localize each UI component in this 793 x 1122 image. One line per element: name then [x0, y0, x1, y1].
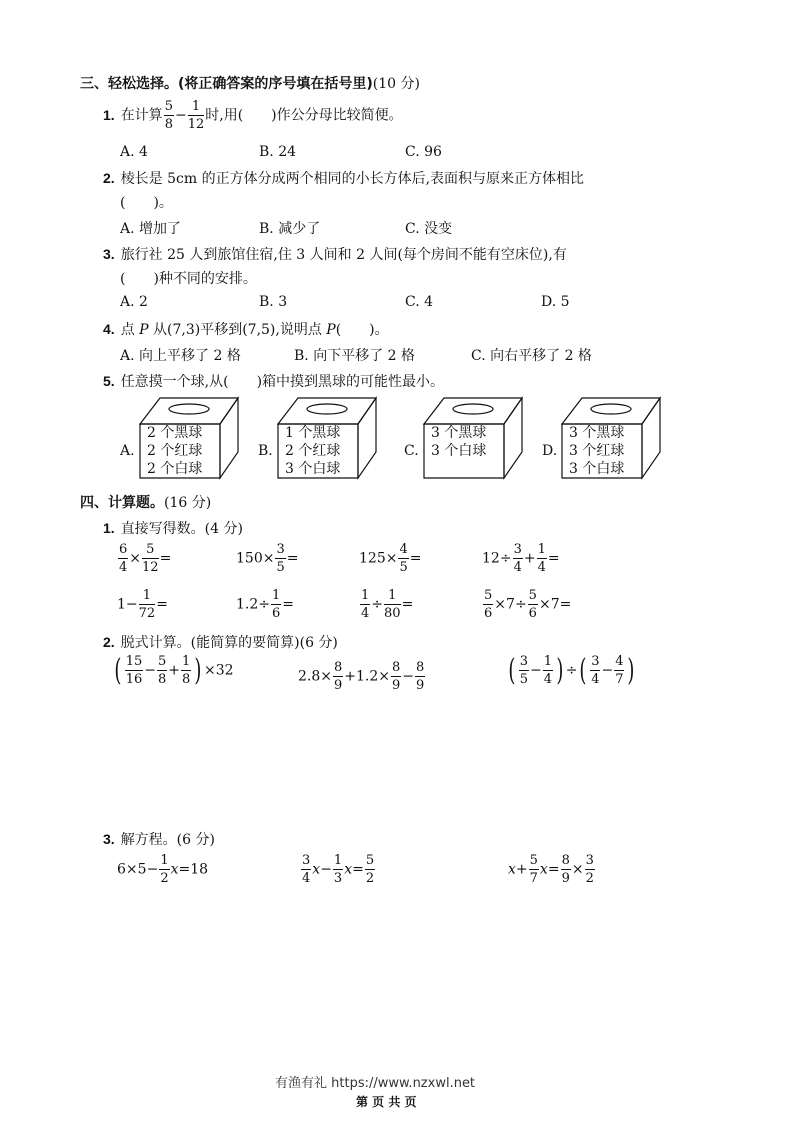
op: ×	[494, 596, 507, 613]
box-contents	[285, 424, 340, 478]
box-line: 2 个白球	[147, 461, 203, 477]
op: ×	[571, 861, 584, 878]
fraction	[271, 589, 281, 620]
question-number: 2.	[103, 634, 115, 650]
part-1-text: 直接写得数。(4 分)	[120, 521, 243, 537]
numerator: 4	[615, 654, 624, 669]
numerator: 1	[537, 542, 546, 557]
op: ÷	[371, 596, 384, 613]
question-3	[103, 244, 567, 264]
calc-4	[482, 543, 560, 574]
numerator: 1	[384, 589, 401, 605]
numerator: 5	[528, 588, 537, 603]
fraction	[301, 854, 311, 885]
equation-1	[117, 854, 208, 885]
q4-text: 点	[120, 322, 140, 338]
denominator: 8	[158, 672, 167, 687]
numerator: 1	[361, 588, 370, 603]
numerator: 3	[519, 654, 528, 669]
op: =	[178, 861, 191, 878]
q1-option-c[interactable]: C. 96	[405, 144, 442, 160]
op: =	[352, 861, 364, 878]
q2-option-c[interactable]: C. 没变	[405, 221, 453, 237]
expr-2	[298, 661, 426, 692]
denominator: 9	[416, 678, 425, 693]
question-1	[103, 100, 403, 131]
part-2-text: 脱式计算。(能简算的要简算)(6 分)	[120, 635, 338, 651]
calc-7	[359, 589, 413, 620]
box-contents	[569, 424, 624, 478]
q3-option-b[interactable]: B. 3	[259, 294, 288, 310]
question-5	[103, 371, 444, 391]
op: +	[168, 662, 181, 679]
question-number: 4.	[103, 321, 115, 337]
section-3-score: (10 分)	[372, 76, 420, 92]
box-contents	[431, 424, 486, 460]
numerator: 5	[142, 543, 159, 559]
op: ×	[320, 668, 332, 685]
denominator: 3	[333, 871, 343, 886]
variable-x: x	[508, 861, 516, 878]
fraction	[125, 655, 144, 686]
point-p: P	[326, 322, 336, 338]
q2-option-b[interactable]: B. 减少了	[259, 221, 321, 237]
op: −	[125, 596, 138, 613]
box-line: 3 个白球	[569, 461, 625, 477]
numerator: 5	[365, 853, 375, 868]
watermark: 有渔有礼 https://www.nzxwl.net	[275, 1076, 476, 1091]
numerator: 8	[416, 660, 425, 675]
variable-x: x	[312, 861, 321, 878]
denominator: 12	[187, 117, 205, 132]
denominator: 9	[392, 678, 401, 693]
op: −	[146, 861, 159, 878]
expr-1	[112, 652, 234, 688]
fraction	[139, 589, 156, 620]
fraction	[188, 100, 205, 131]
section-4-score: (16 分)	[164, 495, 212, 511]
section-3-title	[80, 73, 420, 93]
fraction	[528, 589, 538, 620]
box-line: 2 个红球	[147, 443, 203, 459]
op: ×	[378, 668, 391, 685]
denominator: 5	[399, 560, 408, 575]
question-number: 1.	[103, 106, 115, 123]
denominator: 4	[513, 560, 522, 575]
fraction	[614, 655, 624, 686]
denominator: 4	[119, 560, 128, 575]
box-label: D.	[542, 443, 558, 459]
op: ÷	[514, 596, 527, 613]
denominator: 4	[543, 672, 553, 687]
q2-option-a[interactable]: A. 增加了	[120, 221, 182, 237]
fraction	[519, 655, 529, 686]
num: 1.2	[236, 596, 259, 613]
denominator: 72	[138, 606, 156, 621]
numerator: 8	[334, 660, 343, 675]
box-line: 3 个白球	[285, 461, 341, 477]
calc-2	[236, 543, 298, 574]
box-label: C.	[404, 443, 419, 459]
right-paren: )	[194, 652, 202, 688]
q1-option-b[interactable]: B. 24	[259, 144, 297, 160]
q3-line1: 旅行社 25 人到旅馆住宿,住 3 人间和 2 人间(每个房间不能有空床位),有	[120, 247, 567, 263]
q2-line1: 棱长是 5cm 的正方体分成两个相同的小长方体后,表面积与原来正方体相比	[120, 171, 585, 187]
op: ×	[385, 550, 398, 567]
num: 12	[482, 550, 500, 567]
fraction	[585, 854, 595, 885]
box-line: 2 个黑球	[147, 425, 203, 441]
minus-sign: −	[174, 107, 187, 124]
fraction	[398, 543, 408, 574]
denominator: 4	[537, 560, 546, 575]
denominator: 9	[561, 871, 570, 886]
fraction	[157, 655, 167, 686]
op: ÷	[258, 596, 270, 613]
calc-1	[117, 543, 171, 574]
calc-3	[359, 543, 421, 574]
section-4-heading: 四、计算题。	[80, 495, 164, 511]
equation-3	[508, 854, 596, 885]
numerator: 4	[399, 542, 408, 557]
op: −	[402, 668, 415, 685]
denominator: 7	[529, 871, 538, 886]
numerator: 15	[125, 654, 143, 669]
part-3-text: 解方程。(6 分)	[120, 832, 215, 848]
part-3-heading	[103, 829, 215, 849]
q2-line2: ( )。	[120, 195, 173, 211]
denominator: 4	[361, 606, 370, 621]
op: =	[156, 596, 168, 613]
num: 125	[359, 550, 386, 567]
left-paren: (	[579, 652, 587, 688]
denominator: 7	[615, 672, 624, 687]
point-p: P	[139, 322, 149, 338]
right-paren: )	[627, 652, 635, 688]
question-2	[103, 168, 584, 188]
op: ×	[538, 596, 551, 613]
fraction	[181, 655, 191, 686]
numerator: 1	[333, 853, 343, 868]
q3-option-c[interactable]: C. 4	[405, 294, 434, 310]
op: ×	[129, 550, 142, 567]
q4-text: ( )。	[335, 322, 389, 338]
op: +	[523, 550, 536, 567]
section-3-heading: 三、轻松选择。(将正确答案的序号填在括号里)	[80, 76, 373, 92]
right-paren: )	[556, 652, 564, 688]
op: ×	[125, 861, 138, 878]
box-line: 3 个黑球	[431, 425, 487, 441]
question-number: 5.	[103, 373, 115, 389]
numerator: 5	[484, 588, 493, 603]
denominator: 6	[484, 606, 493, 621]
q3-option-a[interactable]: A. 2	[120, 294, 148, 310]
op: ×	[204, 662, 216, 679]
box-option-d[interactable]	[542, 394, 672, 484]
op: +	[515, 861, 528, 878]
denominator: 12	[142, 560, 159, 575]
denominator: 4	[302, 871, 311, 886]
num: 5	[137, 861, 147, 878]
variable-x: x	[344, 861, 353, 878]
variable-x: x	[170, 861, 179, 878]
box-option-a[interactable]	[120, 394, 250, 484]
numerator: 5	[158, 654, 167, 669]
op: =	[159, 550, 172, 567]
denominator: 5	[276, 560, 285, 575]
q4-option-a[interactable]: A. 向上平移了 2 格	[120, 348, 241, 364]
denominator: 5	[519, 672, 528, 687]
calc-5	[117, 589, 168, 620]
fraction	[537, 543, 547, 574]
op: +	[344, 668, 357, 685]
q1-post: 时,用( )作公分母比较简便。	[205, 107, 403, 124]
num: 32	[215, 662, 234, 679]
op: −	[144, 662, 156, 679]
op: =	[282, 596, 295, 613]
fraction	[513, 543, 523, 574]
variable-x: x	[539, 861, 548, 878]
numerator: 3	[276, 542, 285, 557]
numerator: 3	[302, 853, 311, 868]
denominator: 16	[125, 672, 143, 687]
section-4-title	[80, 492, 211, 512]
calc-8	[482, 589, 571, 620]
box-line: 3 个黑球	[569, 425, 625, 441]
num: 6	[117, 861, 126, 878]
denominator: 8	[182, 672, 191, 687]
denominator: 2	[160, 871, 169, 886]
numerator: 1	[272, 588, 281, 603]
expr-3	[506, 652, 637, 688]
numerator: 1	[160, 853, 169, 868]
num: 7	[550, 596, 560, 613]
denominator: 6	[528, 606, 537, 621]
question-number: 3.	[103, 246, 115, 262]
numerator: 3	[591, 654, 600, 669]
numerator: 1	[543, 654, 553, 669]
box-option-c[interactable]	[404, 394, 534, 484]
part-1-heading	[103, 518, 243, 538]
op: ÷	[565, 662, 578, 679]
numerator: 5	[164, 99, 173, 114]
op: =	[547, 861, 560, 878]
box-line: 1 个黑球	[285, 425, 341, 441]
q1-option-a[interactable]: A. 4	[120, 144, 148, 160]
numerator: 3	[513, 542, 522, 557]
op: ÷	[499, 550, 512, 567]
page-number: 第 页 共 页	[356, 1095, 417, 1109]
fraction	[118, 543, 128, 574]
fraction	[365, 854, 375, 885]
fraction	[142, 543, 159, 574]
denominator: 6	[272, 606, 281, 621]
question-4	[103, 319, 389, 339]
fraction	[384, 589, 401, 620]
denominator: 2	[365, 871, 375, 886]
numerator: 5	[529, 853, 538, 868]
op: =	[559, 596, 572, 613]
op: −	[601, 662, 614, 679]
op: −	[320, 861, 332, 878]
denominator: 9	[334, 678, 343, 693]
fraction	[159, 854, 169, 885]
box-line: 2 个红球	[285, 443, 341, 459]
fraction	[275, 543, 285, 574]
box-line: 3 个白球	[431, 443, 487, 459]
box-label: B.	[258, 443, 273, 459]
q1-pre: 在计算	[120, 107, 163, 124]
fraction	[483, 589, 493, 620]
num: 7	[506, 596, 515, 613]
denominator: 2	[585, 871, 594, 886]
numerator: 8	[561, 853, 570, 868]
num: 1	[117, 596, 126, 613]
box-option-b[interactable]	[258, 394, 388, 484]
num: 150	[236, 550, 263, 567]
fraction	[360, 589, 370, 620]
fraction	[164, 100, 174, 131]
numerator: 6	[119, 542, 128, 557]
fraction	[391, 661, 401, 692]
fraction	[415, 661, 425, 692]
op: =	[401, 596, 414, 613]
fraction	[543, 655, 553, 686]
fraction	[561, 854, 571, 885]
numerator: 1	[188, 100, 205, 116]
q5-text: 任意摸一个球,从( )箱中摸到黑球的可能性最小。	[120, 374, 445, 390]
fraction	[590, 655, 600, 686]
q4-option-b[interactable]: B. 向下平移了 2 格	[294, 348, 415, 364]
op: =	[547, 550, 560, 567]
calc-6	[236, 589, 294, 620]
fraction	[529, 854, 539, 885]
numerator: 1	[139, 589, 156, 605]
left-paren: (	[114, 652, 122, 688]
numerator: 3	[585, 853, 594, 868]
num: 1.2	[356, 668, 379, 685]
question-number: 3.	[103, 831, 115, 847]
op: =	[409, 550, 422, 567]
q3-line2: ( )种不同的安排。	[120, 271, 257, 287]
op: ×	[262, 550, 275, 567]
fraction	[333, 661, 343, 692]
denominator: 4	[591, 672, 600, 687]
numerator: 8	[392, 660, 401, 675]
denominator: 8	[164, 117, 173, 132]
num: 18	[190, 861, 209, 878]
question-number: 1.	[103, 520, 115, 536]
denominator: 80	[384, 606, 401, 621]
q3-option-d[interactable]: D. 5	[541, 294, 570, 310]
box-line: 3 个红球	[569, 443, 625, 459]
left-paren: (	[508, 652, 516, 688]
fraction	[333, 854, 343, 885]
num: 2.8	[298, 668, 321, 685]
box-contents	[147, 424, 202, 478]
op: =	[286, 550, 299, 567]
question-number: 2.	[103, 170, 115, 186]
op: −	[530, 662, 542, 679]
part-2-heading	[103, 632, 338, 652]
numerator: 1	[182, 654, 191, 669]
equation-2	[300, 854, 376, 885]
box-label: A.	[120, 443, 135, 459]
q4-text: 从(7,3)平移到(7,5),说明点	[148, 322, 327, 338]
q4-option-c[interactable]: C. 向右平移了 2 格	[471, 348, 592, 364]
